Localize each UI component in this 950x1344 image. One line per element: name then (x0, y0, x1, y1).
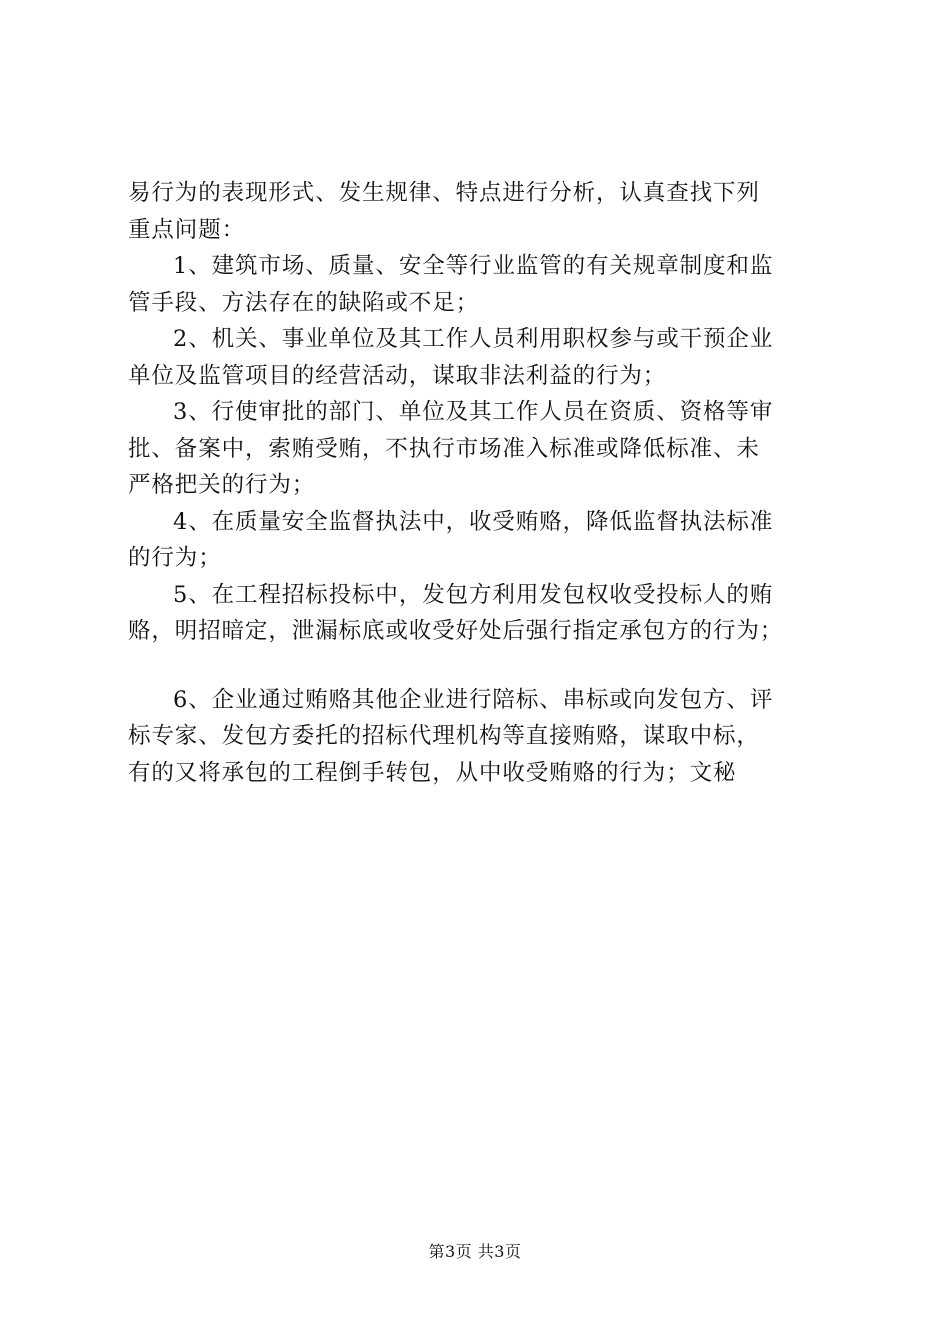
list-item-2-line: 2、机关、事业单位及其工作人员利用职权参与或干预企业 (173, 326, 774, 352)
paragraph-gap (128, 650, 844, 682)
list-item-6-line: 标专家、发包方委托的招标代理机构等直接贿赂，谋取中标， (128, 723, 760, 749)
list-item-5-line: 5、在工程招标投标中，发包方利用发包权收受投标人的贿 (173, 581, 774, 608)
page-footer (0, 1242, 950, 1262)
list-item-1-line: 1、建筑市场、质量、安全等行业监管的有关规章制度和监 (173, 253, 774, 279)
list-item-4-line: 的行为； (128, 545, 222, 571)
page-number-indicator: 第3页 共3页 (428, 1242, 522, 1261)
list-item-2-line: 单位及监管项目的经营活动，谋取非法利益的行为； (128, 362, 667, 389)
list-item-6-line: 6、企业通过贿赂其他企业进行陪标、串标或向发包方、评 (173, 686, 774, 713)
list-item-3-line: 严格把关的行为； (128, 472, 316, 498)
list-item-4-line: 4、在质量安全监督执法中，收受贿赂，降低监督执法标准 (173, 508, 774, 535)
list-item-3-line: 3、行使审批的部门、单位及其工作人员在资质、资格等审 (173, 399, 774, 425)
body-line: 重点问题： (128, 216, 246, 243)
list-item-6-line: 有的又将承包的工程倒手转包，从中收受贿赂的行为；文秘 (128, 759, 737, 786)
document-body (128, 175, 844, 791)
list-item-5-line: 赂，明招暗定，泄漏标底或收受好处后强行指定承包方的行为； (128, 618, 784, 644)
list-item-3-line: 批、备案中，索贿受贿，不执行市场准入标准或降低标准、未 (128, 435, 760, 462)
list-item-1-line: 管手段、方法存在的缺陷或不足； (128, 289, 480, 316)
body-line: 易行为的表现形式、发生规律、特点进行分析，认真查找下列 (128, 180, 760, 206)
